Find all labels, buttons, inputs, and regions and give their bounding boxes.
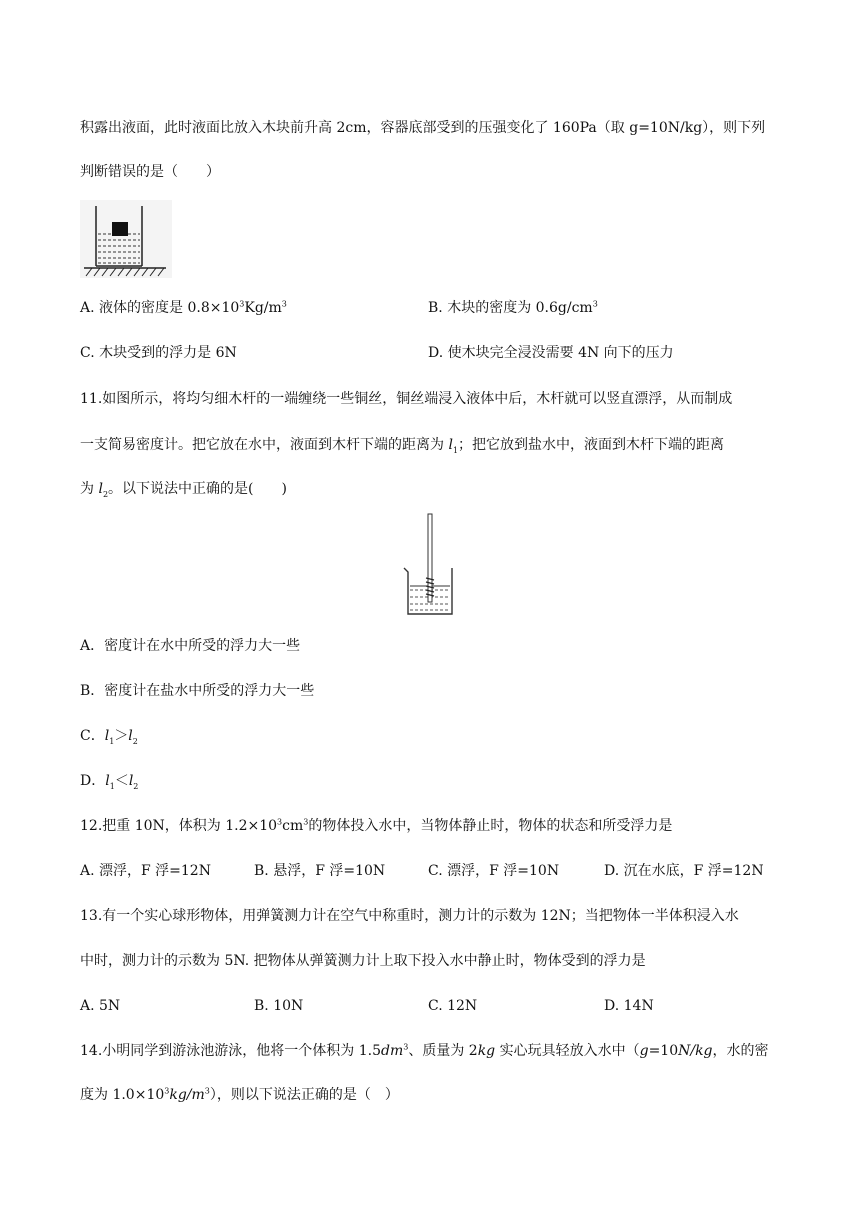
q13-option-a: A. 5N (80, 998, 121, 1014)
q12-stem: 12.把重 10N，体积为 $1.2\times 10^3cm^3$的物体投入水中，当物体静止时，物体的状态和所受浮力是 (80, 817, 673, 834)
q11-option-c: C．$l_1>l_2$ (80, 728, 138, 746)
q13-stem-line2: 中时，测力计的示数为 5N. 把物体从弹簧测力计上取下投入水中静止时，物体受到的浮力是 (80, 953, 646, 969)
q10-container-figure (80, 200, 172, 278)
q12-option-d: D. 沉在水底，F 浮=12N (604, 863, 764, 879)
q12-option-b: B. 悬浮，F 浮=10N (254, 863, 386, 879)
q11-densimeter-figure (398, 512, 462, 618)
q14-stem-line1: 14.小明同学到游泳池游泳，他将一个体积为 $1.5dm^3$、质量为 2kg 实心玩具轻放入水中（g=10N/kg，水的密 (80, 1042, 769, 1059)
q10-option-b: B. 木块的密度为 $0.6g/cm^3$ (428, 299, 598, 316)
q11-stem-line1: 11.如图所示，将均匀细木杆的一端缠绕一些铜丝，铜丝端浸入液体中后，木杆就可以竖直漂浮，从而制成 (80, 391, 733, 407)
q12-option-c: C. 漂浮，F 浮=10N (428, 863, 560, 879)
q13-option-c: C. 12N (428, 998, 478, 1014)
q11-stem-line3: 为 $l_2$。以下说法中正确的是( ) (80, 481, 287, 499)
q11-option-a: A．密度计在水中所受的浮力大一些 (80, 638, 301, 654)
q11-option-b: B．密度计在盐水中所受的浮力大一些 (80, 683, 315, 699)
q13-option-b: B. 10N (254, 998, 304, 1014)
q13-option-d: D. 14N (604, 998, 654, 1014)
q10-option-a: A. 液体的密度是 $0.8\times 10^3Kg/m^3$ (80, 299, 287, 316)
q12-option-a: A. 漂浮，F 浮=12N (80, 863, 211, 879)
q10-option-d: D. 使木块完全浸没需要 4N 向下的压力 (428, 345, 674, 361)
q13-stem-line1: 13.有一个实心球形物体，用弹簧测力计在空气中称重时，测力计的示数为 12N；当把物体一半体积浸入水 (80, 908, 739, 924)
q10-stem-line2: 判断错误的是（ ） (80, 164, 220, 180)
q10-option-c: C. 木块受到的浮力是 6N (80, 345, 237, 361)
q10-stem-line1: 积露出液面，此时液面比放入木块前升高 2cm，容器底部受到的压强变化了 160Pa（取 g=10N/kg），则下列 (80, 120, 766, 136)
q11-option-d: D．$l_1<l_2$ (80, 773, 139, 791)
q11-stem-line2: 一支简易密度计。把它放在水中，液面到木杆下端的距离为 $l_1$；把它放到盐水中，液面到木杆下端的距离 (80, 437, 725, 455)
q14-stem-line2: 度为 $1.0\times 10^3kg/m^3$），则以下说法正确的是（ ） (80, 1086, 399, 1103)
